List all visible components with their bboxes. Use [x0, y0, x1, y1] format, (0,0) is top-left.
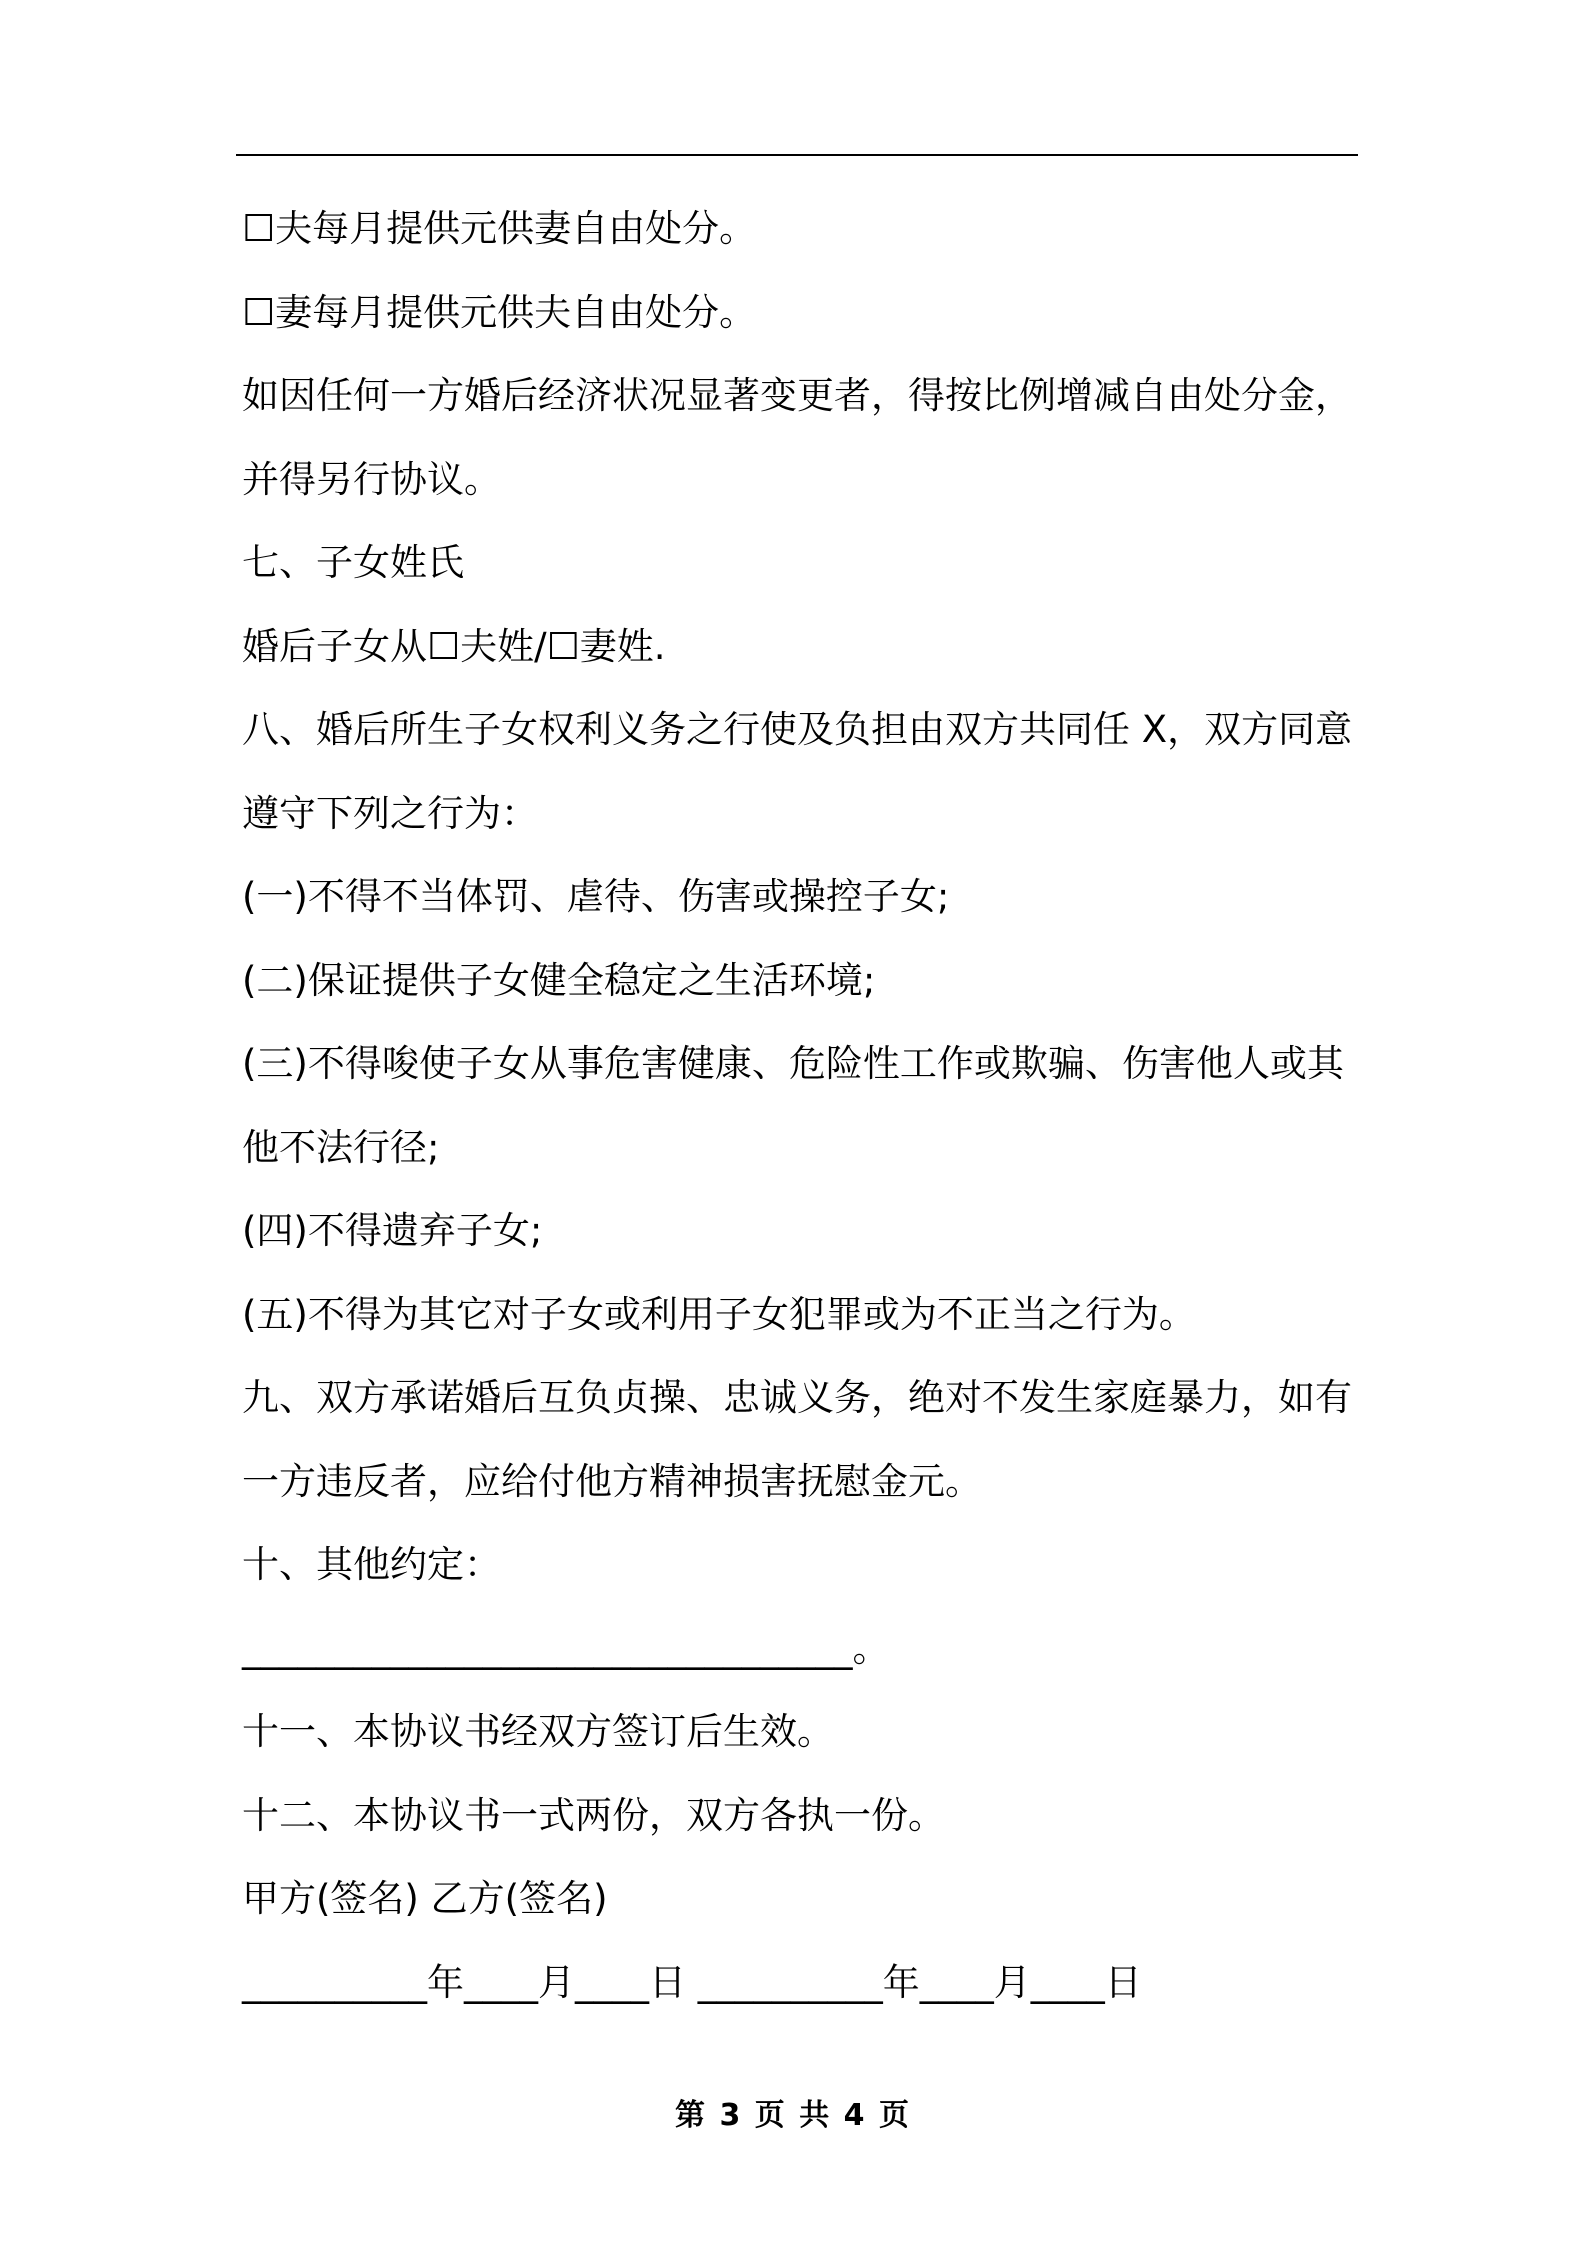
document-body — [242, 196, 1362, 2033]
section-heading: 十、其他约定： — [242, 1543, 501, 1586]
signature-labels: 甲方(签名) 乙方(签名) — [242, 1877, 608, 1920]
list-item: (一)不得不当体罚、虐待、伤害或操控子女; — [242, 875, 950, 918]
paragraph-line: 并得另行协议。 — [242, 457, 501, 501]
list-item: (五)不得为其它对子女或利用子女犯罪或为不正当之行为。 — [242, 1292, 1196, 1336]
paragraph-line: 遵守下列之行为： — [242, 791, 538, 835]
blank-fill-line: _________________________________。 — [242, 1626, 890, 1670]
paragraph-line: ☐夫每月提供元供妻自由处分。 — [242, 207, 757, 250]
section-heading: 七、子女姓氏 — [242, 541, 464, 584]
list-item: 他不法行径; — [242, 1125, 440, 1169]
header-rule — [236, 154, 1358, 156]
signature-date-line: __________年____月____日 __________年____月____日 — [242, 1960, 1142, 2004]
section-heading: 九、双方承诺婚后互负贞操、忠诚义务，绝对不发生家庭暴力，如有 — [242, 1376, 1352, 1419]
paragraph-line: 一方违反者，应给付他方精神损害抚慰金元。 — [242, 1459, 982, 1503]
paragraph-line: ☐妻每月提供元供夫自由处分。 — [242, 290, 757, 334]
section-heading: 十二、本协议书一式两份，双方各执一份。 — [242, 1793, 945, 1837]
section-heading: 十一、本协议书经双方签订后生效。 — [242, 1710, 834, 1753]
list-item: (二)保证提供子女健全稳定之生活环境; — [242, 958, 876, 1002]
paragraph-line: 婚后子女从☐夫姓/☐妻姓. — [242, 624, 666, 668]
list-item: (四)不得遗弃子女; — [242, 1209, 543, 1252]
page-number-footer: 第 3 页 共 4 页 — [675, 2098, 911, 2133]
section-heading: 八、婚后所生子女权利义务之行使及负担由双方共同任 X，双方同意 — [242, 708, 1353, 751]
paragraph-line: 如因任何一方婚后经济状况显著变更者，得按比例增减自由处分金， — [242, 374, 1352, 417]
list-item: (三)不得唆使子女从事危害健康、危险性工作或欺骗、伤害他人或其 — [242, 1042, 1344, 1085]
